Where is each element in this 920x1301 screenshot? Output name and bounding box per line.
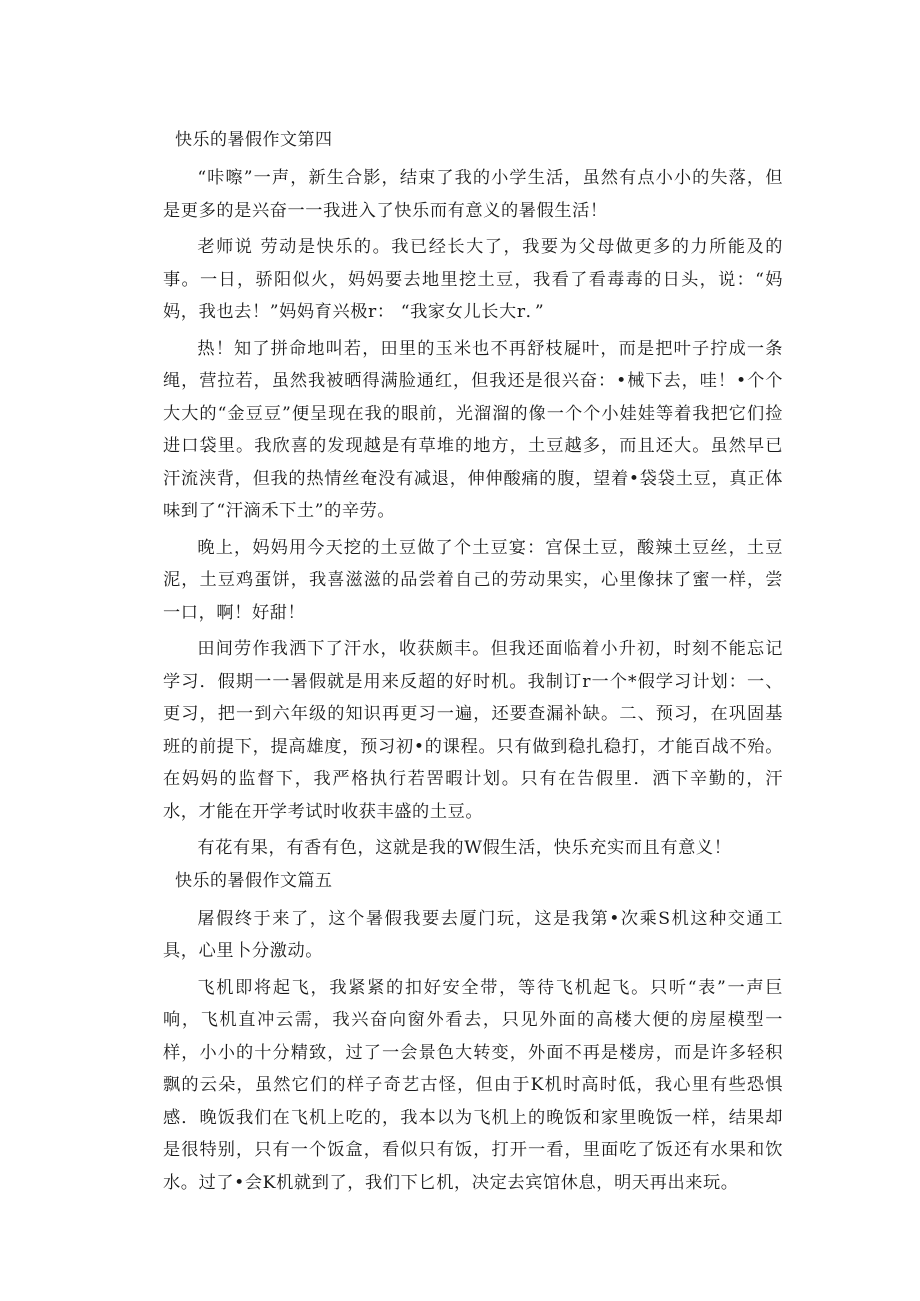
paragraph: 晚上，妈妈用今天挖的土豆做了个土豆宴：宫保土豆，酸辣土豆丝，土豆泥，土豆鸡蛋饼，我喜滋滋的品尝着自己的劳动果实，心里像抹了蜜一样，尝一口，啊！好甜！ (163, 537, 783, 623)
paragraph: 飞机即将起飞，我紧紧的扣好安全带，等待飞机起飞。只听“表”一声巨响，飞机直冲云需，我兴奋向窗外看去，只见外面的高楼大便的房屋模型一样，小小的十分精致，过了一会景色大转变，外面不再是楼房，而是许多轻积飘的云朵，虽然它们的样子奇艺古怪，但由于K机时高时低，我心里有些恐惧感．晚饭我们在飞机上吃的，我本以为飞机上的晚饭和家里晚饭一样，结果却是很特别，只有一个饭盒，看似只有饭，打开一看，里面吃了饭还有水果和饮水。过了•会K机就到了，我们下匕机，决定去宾馆休息，明天再出来玩。 (163, 977, 783, 1193)
paragraph: 有花有果，有香有色，这就是我的W假生活，快乐充实而且有意义！ (197, 838, 732, 858)
paragraph: “咔嚓”一声，新生合影，结束了我的小学生活，虽然有点小小的失落，但是更多的是兴奋一一我进入了快乐而有意义的暑假生活！ (163, 168, 783, 221)
paragraph: 屠假终于来了，这个暑假我要去厦门玩，这是我第•次乘S机这种交通工具，心里卜分激动。 (163, 908, 783, 961)
section-heading-5: 快乐的暑假作文篇五 (175, 870, 333, 891)
document-body (163, 128, 783, 1203)
paragraph: 老师说 劳动是快乐的。我已经长大了，我要为父母做更多的力所能及的事。一日，骄阳似火，妈妈要去地里挖土豆，我看了看毒毒的日头，说：“妈妈，我也去！”妈妈育兴极r： “我家女儿长大r．” (163, 237, 783, 322)
paragraph: 热！知了拼命地叫若，田里的玉米也不再舒枝屣叶，而是把叶子拧成一条绳，营拉若，虽然我被晒得满脸通红，但我还是很兴奋：•械下去，哇！•个个大大的“金豆豆”便呈现在我的眼前，光溜溜的像一个个小娃娃等着我把它们捡进口袋里。我欣喜的发现越是有草堆的地方，土豆越多，而且还大。虽然早已汗流浃背，但我的热情丝奄没有减退，伸伸酸痛的腹，望着•袋袋土豆，真正体味到了“汗滴禾下土”的辛劳。 (163, 338, 783, 521)
section-heading-4: 快乐的暑假作文第四 (175, 130, 333, 150)
paragraph: 田间劳作我洒下了汗水，收获颇丰。但我还面临着小升初，时刻不能忘记学习．假期一一暑假就是用来反超的好时机。我制订r一个*假学习计划：一、更习，把一到六年级的知识再更习一遍，还要查漏补缺。二、预习，在巩固基班的前提下，提高雄度，预习初•的课程。只有做到稳扎稳打，才能百战不殆。在妈妈的监督下，我严格执行若罟暇计划。只有在告假里．洒下辛勤的，汗水，才能在开学考试时收获丰盛的土豆。 (163, 639, 783, 822)
